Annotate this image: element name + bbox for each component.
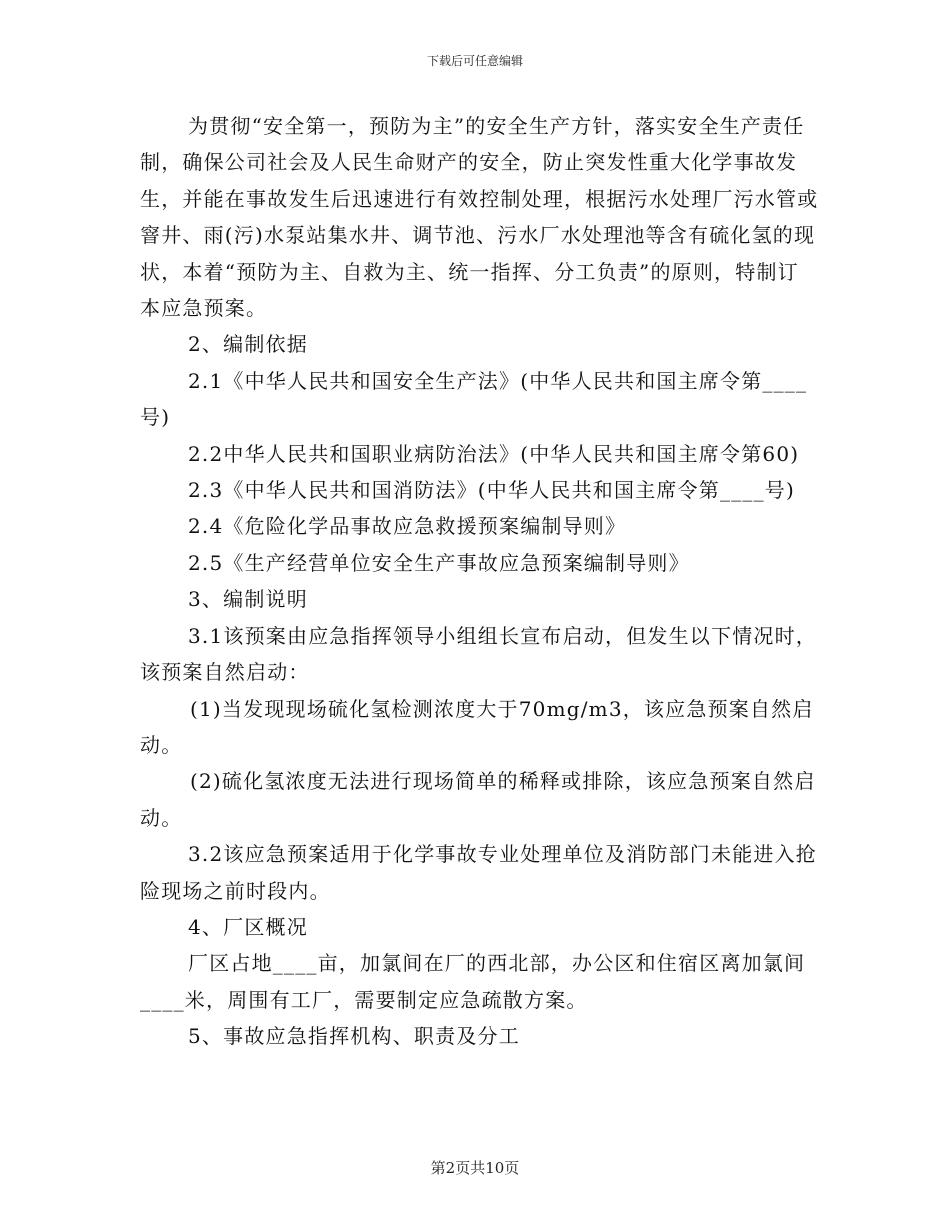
intro-paragraph: 为贯彻“安全第一，预防为主”的安全生产方针，落实安全生产责任制，确保公司社会及人民生命财产的安全，防止突发性重大化学事故发生，并能在事故发生后迅速进行有效控制处理，根据污水处理厂污水管或窨井、雨(污)水泵站集水井、调节池、污水厂水处理池等含有硫化氢的现状，本着“预防为主、自救为主、统一指挥、分工负责”的原则，特制订本应急预案。 — [140, 114, 819, 321]
basis-item-2-2: 2.2中华人民共和国职业病防治法》(中华人民共和国主席令第60) — [188, 441, 800, 466]
site-overview-paragraph: 厂区占地____亩，加氯间在厂的西北部，办公区和住宿区离加氯间____米，周围有工厂，需要制定应急疏散方案。 — [140, 951, 806, 1012]
section-heading-3: 3、编制说明 — [188, 587, 308, 612]
document-body — [140, 108, 820, 1055]
basis-item-2-4: 2.4《危险化学品事故应急救援预案编制导则》 — [188, 514, 627, 539]
page-number: 第2页共10页 — [430, 1159, 520, 1177]
section-heading-5: 5、事故应急指挥机构、职责及分工 — [188, 1024, 520, 1049]
section-heading-2: 2、编制依据 — [188, 332, 308, 357]
note-item-3-2: 3.2该应急预案适用于化学事故专业处理单位及消防部门未能进入抢险现场之前时段内。 — [140, 842, 818, 903]
condition-item-2: (2)硫化氢浓度无法进行现场简单的稀释或排除，该应急预案自然启动。 — [140, 769, 816, 830]
basis-item-2-3: 2.3《中华人民共和国消防法》(中华人民共和国主席令第____号) — [188, 478, 796, 503]
basis-item-2-5: 2.5《生产经营单位安全生产事故应急预案编制导则》 — [188, 550, 690, 575]
page-header: 下载后可任意编辑 — [426, 54, 523, 68]
section-heading-4: 4、厂区概况 — [188, 914, 308, 939]
condition-item-1: (1)当发现现场硫化氢检测浓度大于70mg/m3，该应急预案自然启动。 — [140, 696, 814, 757]
note-item-3-1: 3.1该预案由应急指挥领导小组组长宣布启动，但发生以下情况时，该预案自然启动： — [140, 623, 818, 685]
basis-item-2-1: 2.1《中华人民共和国安全生产法》(中华人民共和国主席令第____号) — [140, 368, 808, 430]
